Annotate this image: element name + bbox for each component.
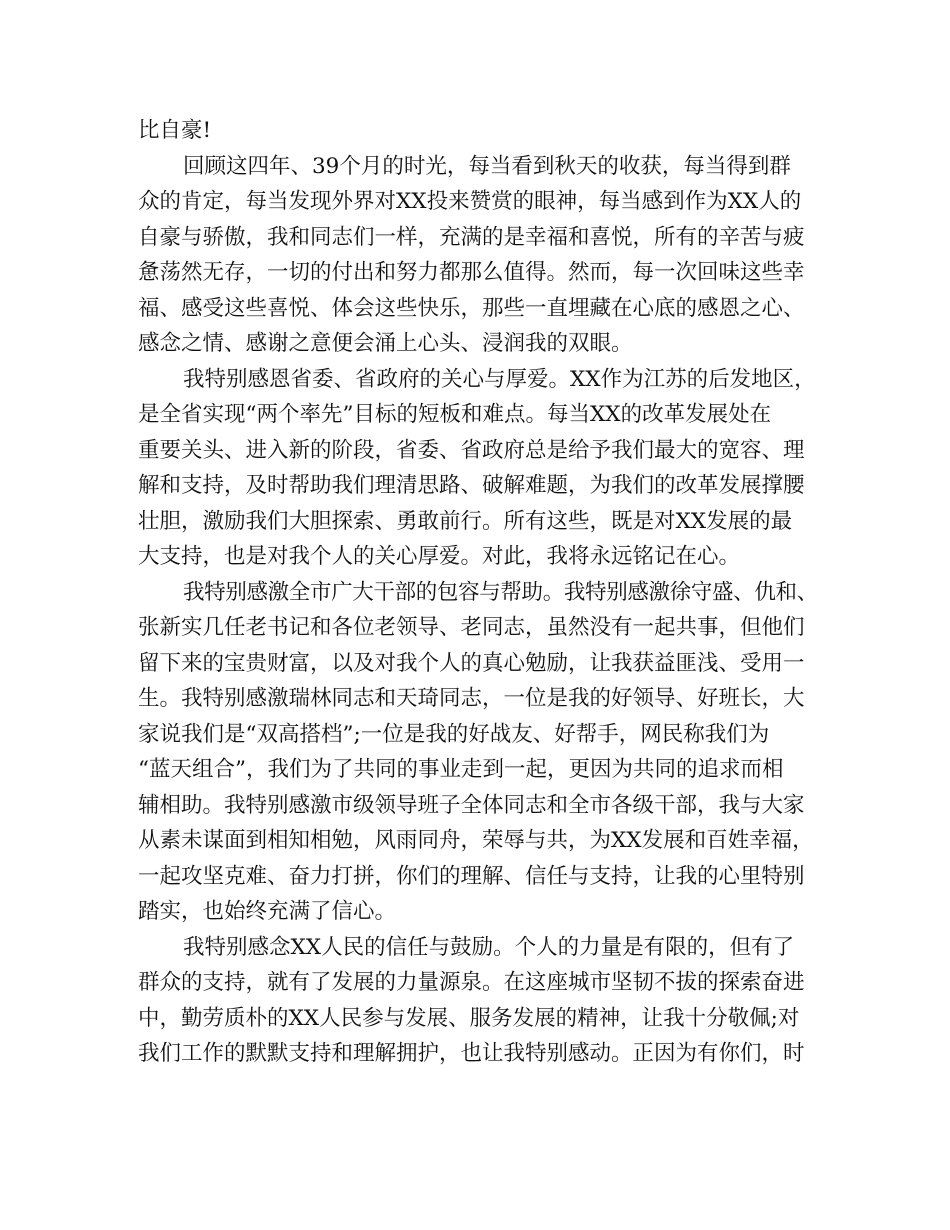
text-line: 比自豪! (138, 118, 212, 143)
text-line: 惫荡然无存，一切的付出和努力都那么值得。然而，每一次回味这些幸 (138, 260, 805, 285)
text-line: 辅相助。我特别感激市级领导班子全体同志和全市各级干部，我与大家 (138, 792, 805, 818)
text-line: 留下来的宝贵财富，以及对我个人的真心勉励，让我获益匪浅、受用一 (138, 650, 805, 676)
text-line: 解和支持，及时帮助我们理清思路、破解难题，为我们的改革发展撑腰 (138, 473, 805, 498)
text-line: “蓝天组合”，我们为了共同的事业走到一起，更因为共同的追求而相 (138, 757, 784, 782)
text-line: 踏实，也始终充满了信心。 (138, 899, 397, 924)
text-line: 从素未谋面到相知相勉，风雨同舟，荣辱与共，为XX发展和百姓幸福， (138, 828, 814, 853)
text-line: 自豪与骄傲，我和同志们一样，充满的是幸福和喜悦，所有的辛苦与疲 (138, 224, 805, 250)
text-line: 群众的支持，就有了发展的力量源泉。在这座城市坚韧不拔的探索奋进 (138, 970, 805, 995)
text-line: 一起攻坚克难、奋力打拼，你们的理解、信任与支持，让我的心里特别 (138, 863, 805, 889)
text-line: 家说我们是“双高搭档”;一位是我的好战友、好帮手，网民称我们为 (138, 721, 770, 747)
text-line: 张新实几任老书记和各位老领导、老同志，虽然没有一起共事，但他们 (138, 615, 805, 640)
text-line: 我特别感念XX人民的信任与鼓励。个人的力量是有限的，但有了 (183, 934, 795, 960)
text-line: 我特别感激全市广大干部的包容与帮助。我特别感激徐守盛、仇和、 (183, 579, 818, 605)
text-line: 众的肯定，每当发现外界对XX投来赞赏的眼神，每当感到作为XX人的 (138, 189, 802, 214)
text-line: 福、感受这些喜悦、体会这些快乐，那些一直埋藏在心底的感恩之心、 (138, 295, 805, 321)
document-body (138, 113, 818, 1072)
text-line: 生。我特别感激瑞林同志和天琦同志，一位是我的好领导、好班长，大 (138, 686, 805, 711)
text-line: 我们工作的默默支持和理解拥护，也让我特别感动。正因为有你们，时 (138, 1041, 805, 1066)
text-line: 是全省实现“两个率先”目标的短板和难点。每当XX的改革发展处在 (138, 402, 772, 427)
text-line: 回顾这四年、39个月的时光，每当看到秋天的收获，每当得到群 (183, 153, 791, 179)
text-line: 大支持，也是对我个人的关心厚爱。对此，我将永远铭记在心。 (138, 544, 741, 569)
text-line: 中，勤劳质朴的XX人民参与发展、服务发展的精神，让我十分敬佩;对 (138, 1005, 800, 1031)
text-line: 感念之情、感谢之意便会涌上心头、浸润我的双眼。 (138, 331, 633, 356)
text-line: 壮胆，激励我们大胆探索、勇敢前行。所有这些，既是对XX发展的最 (138, 508, 793, 534)
text-line: 我特别感恩省委、省政府的关心与厚爱。XX作为江苏的后发地区， (183, 366, 816, 392)
text-line: 重要关头、进入新的阶段，省委、省政府总是给予我们最大的宽容、理 (138, 437, 805, 463)
